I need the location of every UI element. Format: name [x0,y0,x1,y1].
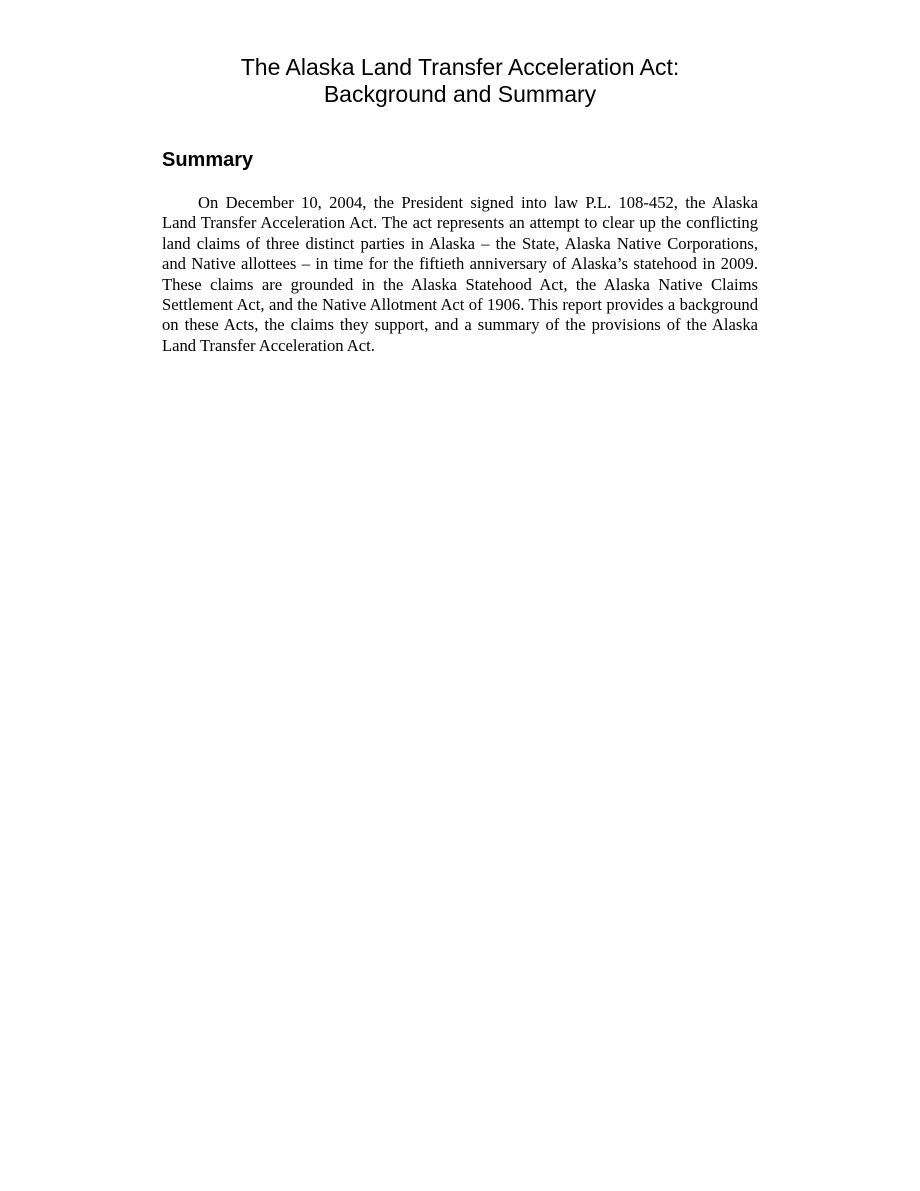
document-title-line-1: The Alaska Land Transfer Acceleration Act: [240,54,680,80]
document-title [120,54,800,108]
section-heading-summary: Summary [162,149,254,171]
summary-paragraph: On December 10, 2004, the President signed into law P.L. 108-452, the Alaska Land Transfer Acceleration Act. The act represents an attempt to clear up the conflicting land claims of three distinct parties in Alaska – the State, Alaska Native Corporations, and Native allottees – in time for the fiftieth anniversary of Alaska’s statehood in 2009. These claims are grounded in the Alaska Statehood Act, the Alaska Native Claims Settlement Act, and the Native Allotment Act of 1906. This report provides a background on these Acts, the claims they support, and a summary of the provisions of the Alaska Land Transfer Acceleration Act. [162,193,758,355]
document-title-line-2: Background and Summary [323,81,597,107]
